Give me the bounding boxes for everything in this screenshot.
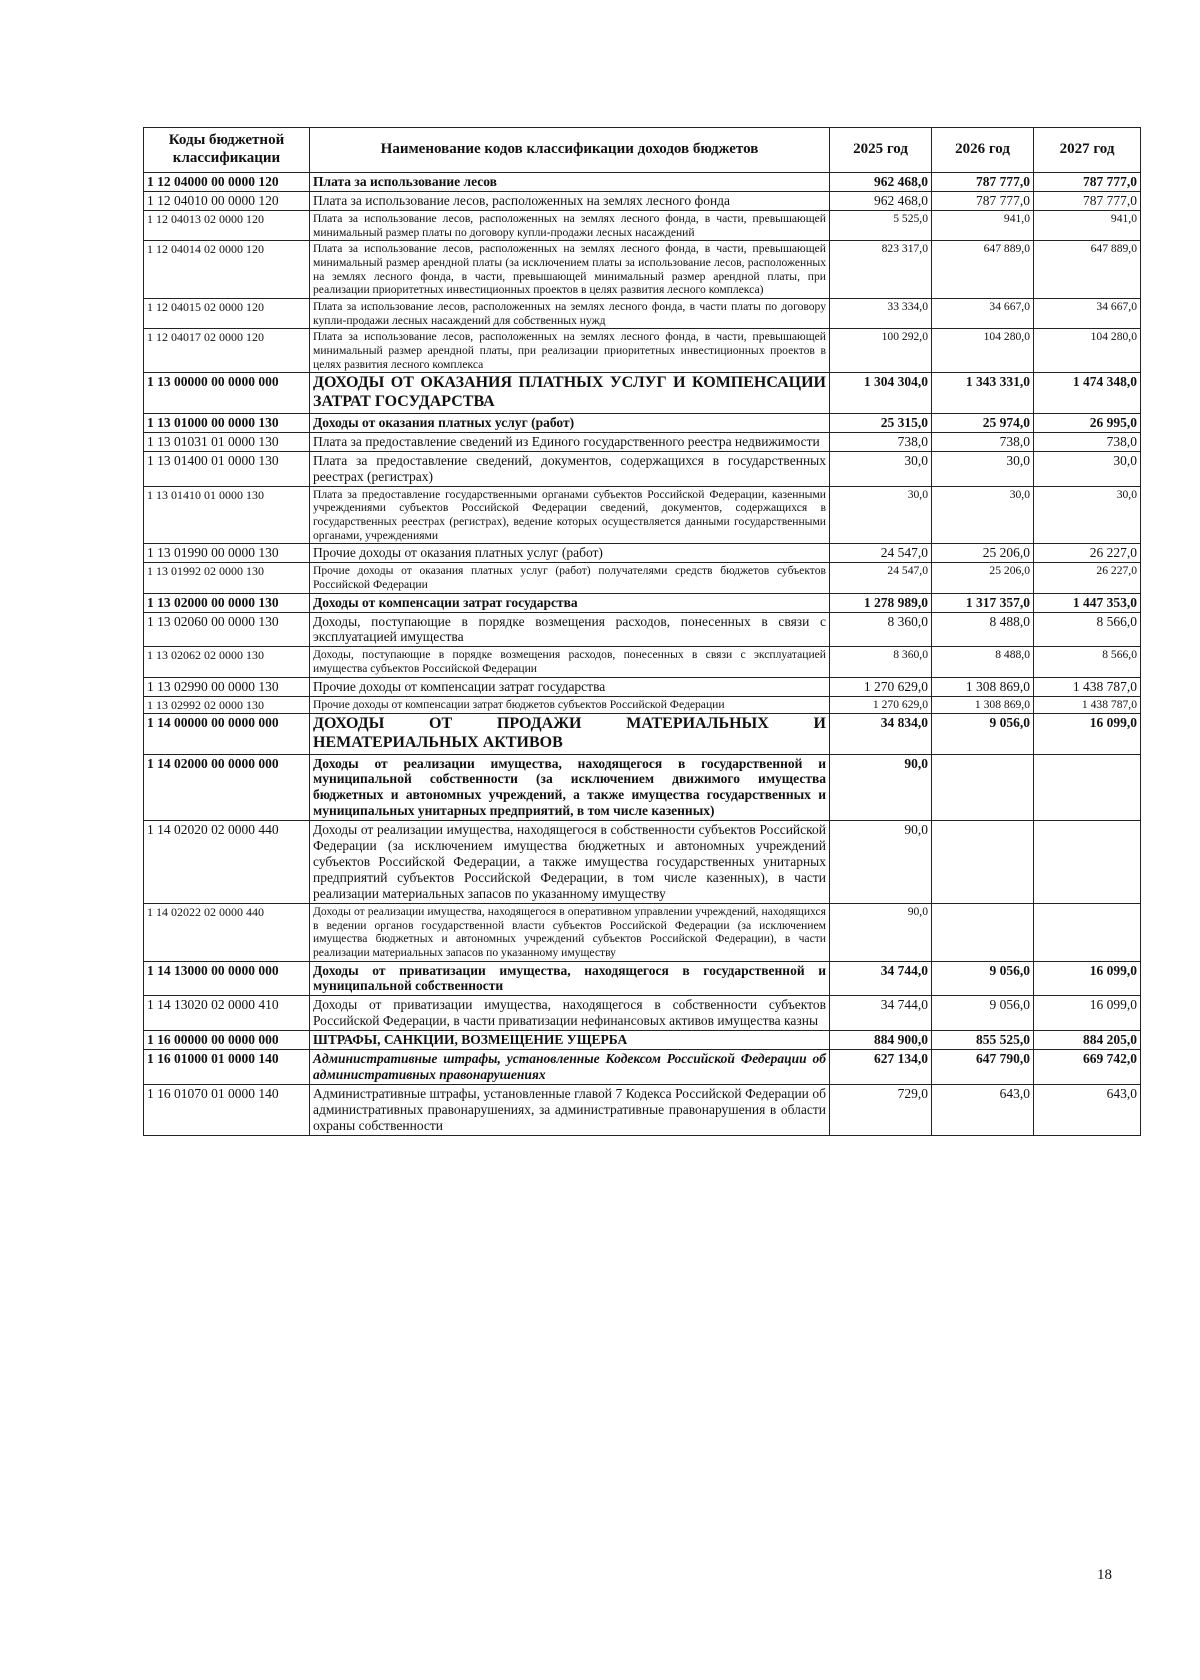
header-2026: 2026 год: [932, 128, 1034, 173]
table-row: [144, 241, 1141, 299]
value-2025: 24 547,0: [830, 563, 932, 593]
row-name: Доходы от приватизации имущества, находящегося в государственной и муниципальной собственности: [310, 961, 830, 996]
row-code: 1 12 04000 00 0000 120: [144, 173, 310, 192]
row-name: Административные штрафы, установленные Кодексом Российской Федерации об административных правонарушениях: [310, 1050, 830, 1085]
value-2027: 787 777,0: [1034, 191, 1141, 210]
page-number: 18: [1097, 1567, 1112, 1583]
value-2025: 5 525,0: [830, 210, 932, 240]
table-row: [144, 432, 1141, 451]
value-2026: 25 206,0: [932, 544, 1034, 563]
value-2026: 787 777,0: [932, 191, 1034, 210]
value-2027: 30,0: [1034, 486, 1141, 544]
row-code: 1 13 02992 02 0000 130: [144, 696, 310, 713]
value-2025: 24 547,0: [830, 544, 932, 563]
value-2025: 30,0: [830, 451, 932, 486]
value-2025: 729,0: [830, 1085, 932, 1136]
value-2026: 643,0: [932, 1085, 1034, 1136]
value-2027: 34 667,0: [1034, 298, 1141, 328]
value-2026: 647 790,0: [932, 1050, 1034, 1085]
table-row: [144, 413, 1141, 432]
value-2025: 8 360,0: [830, 647, 932, 677]
row-code: 1 13 01031 01 0000 130: [144, 432, 310, 451]
value-2027: 8 566,0: [1034, 612, 1141, 647]
header-code: Коды бюджетной классификации: [144, 128, 310, 173]
value-2025: 34 744,0: [830, 996, 932, 1031]
value-2026: 8 488,0: [932, 647, 1034, 677]
table-row: [144, 329, 1141, 373]
row-code: 1 13 02060 00 0000 130: [144, 612, 310, 647]
row-name: Плата за предоставление государственными органами субъектов Российской Федерации, казенными учреждениями субъектов Российской Федерации сведений, документов, содержащихся в государственных реестрах (регистрах), ведение которых осуществляется данными государственными органами, учреждениями: [310, 486, 830, 544]
value-2025: 627 134,0: [830, 1050, 932, 1085]
value-2026: 1 343 331,0: [932, 373, 1034, 414]
row-code: 1 13 01400 01 0000 130: [144, 451, 310, 486]
value-2025: 90,0: [830, 821, 932, 904]
row-code: 1 13 01410 01 0000 130: [144, 486, 310, 544]
value-2027: 8 566,0: [1034, 647, 1141, 677]
row-name: Прочие доходы от компенсации затрат государства: [310, 677, 830, 696]
budget-revenue-table: [143, 127, 1141, 1136]
row-name: Доходы от приватизации имущества, находящегося в собственности субъектов Российской Федерации, в части приватизации нефинансовых активов имущества казны: [310, 996, 830, 1031]
row-name: Плата за использование лесов, расположенных на землях лесного фонда: [310, 191, 830, 210]
row-code: 1 13 01000 00 0000 130: [144, 413, 310, 432]
value-2026: 855 525,0: [932, 1031, 1034, 1050]
row-name: Плата за использование лесов, расположенных на землях лесного фонда, в части, превышающей минимальный размер платы по договору купли-продажи лесных насаждений: [310, 210, 830, 240]
value-2026: 1 317 357,0: [932, 593, 1034, 612]
value-2027: 26 227,0: [1034, 544, 1141, 563]
value-2027: 16 099,0: [1034, 996, 1141, 1031]
value-2027: [1034, 903, 1141, 961]
value-2026: 25 974,0: [932, 413, 1034, 432]
row-name: ШТРАФЫ, САНКЦИИ, ВОЗМЕЩЕНИЕ УЩЕРБА: [310, 1031, 830, 1050]
row-name: Прочие доходы от компенсации затрат бюджетов субъектов Российской Федерации: [310, 696, 830, 713]
row-code: 1 13 02062 02 0000 130: [144, 647, 310, 677]
value-2025: 1 278 989,0: [830, 593, 932, 612]
row-code: 1 13 02990 00 0000 130: [144, 677, 310, 696]
value-2027: 1 447 353,0: [1034, 593, 1141, 612]
row-name: Доходы, поступающие в порядке возмещения расходов, понесенных в связи с эксплуатацией имущества субъектов Российской Федерации: [310, 647, 830, 677]
row-name: ДОХОДЫ ОТ ПРОДАЖИ МАТЕРИАЛЬНЫХ И НЕМАТЕРИАЛЬНЫХ АКТИВОВ: [310, 713, 830, 754]
value-2027: 1 474 348,0: [1034, 373, 1141, 414]
row-code: 1 14 13020 02 0000 410: [144, 996, 310, 1031]
row-name: ДОХОДЫ ОТ ОКАЗАНИЯ ПЛАТНЫХ УСЛУГ И КОМПЕНСАЦИИ ЗАТРАТ ГОСУДАРСТВА: [310, 373, 830, 414]
row-name: Административные штрафы, установленные главой 7 Кодекса Российской Федерации об административных правонарушениях, за административные правонарушения в области охраны собственности: [310, 1085, 830, 1136]
value-2027: 669 742,0: [1034, 1050, 1141, 1085]
row-name: Доходы от оказания платных услуг (работ): [310, 413, 830, 432]
value-2025: 8 360,0: [830, 612, 932, 647]
row-name: Плата за использование лесов: [310, 173, 830, 192]
value-2027: 26 227,0: [1034, 563, 1141, 593]
value-2026: [932, 903, 1034, 961]
table-row: [144, 996, 1141, 1031]
table-row: [144, 612, 1141, 647]
table-row: [144, 754, 1141, 821]
value-2027: 647 889,0: [1034, 241, 1141, 299]
value-2025: 90,0: [830, 903, 932, 961]
value-2025: 1 270 629,0: [830, 696, 932, 713]
value-2025: 823 317,0: [830, 241, 932, 299]
value-2026: 8 488,0: [932, 612, 1034, 647]
table-row: [144, 1031, 1141, 1050]
row-name: Доходы от реализации имущества, находящегося в государственной и муниципальной собственности (за исключением движимого имущества бюджетных и автономных учреждений, а также имущества государственных и муниципальных унитарных предприятий, в том числе казенных): [310, 754, 830, 821]
value-2026: 1 308 869,0: [932, 696, 1034, 713]
table-row: [144, 821, 1141, 904]
table-header-row: [144, 128, 1141, 173]
value-2027: [1034, 821, 1141, 904]
row-name: Доходы от реализации имущества, находящегося в оперативном управлении учреждений, находящихся в ведении органов государственной власти субъектов Российской Федерации (за исключением имущества бюджетных и автономных учреждений субъектов Российской Федерации), в части реализации материальных запасов по указанному имуществу: [310, 903, 830, 961]
value-2027: 104 280,0: [1034, 329, 1141, 373]
value-2025: 1 304 304,0: [830, 373, 932, 414]
table-row: [144, 903, 1141, 961]
table-row: [144, 373, 1141, 414]
value-2027: 30,0: [1034, 451, 1141, 486]
value-2026: 9 056,0: [932, 996, 1034, 1031]
value-2027: 941,0: [1034, 210, 1141, 240]
value-2026: 647 889,0: [932, 241, 1034, 299]
value-2026: 25 206,0: [932, 563, 1034, 593]
row-code: 1 14 13000 00 0000 000: [144, 961, 310, 996]
value-2026: [932, 821, 1034, 904]
value-2026: 787 777,0: [932, 173, 1034, 192]
value-2027: 643,0: [1034, 1085, 1141, 1136]
header-2025: 2025 год: [830, 128, 932, 173]
value-2026: 941,0: [932, 210, 1034, 240]
header-name: Наименование кодов классификации доходов бюджетов: [310, 128, 830, 173]
row-name: Плата за использование лесов, расположенных на землях лесного фонда, в части, превышающей минимальный размер арендной платы, при реализации приоритетных инвестиционных проектов в целях развития лесного комплекса: [310, 329, 830, 373]
row-code: 1 16 01000 01 0000 140: [144, 1050, 310, 1085]
table-row: [144, 298, 1141, 328]
value-2026: 9 056,0: [932, 713, 1034, 754]
table-row: [144, 544, 1141, 563]
value-2025: 90,0: [830, 754, 932, 821]
value-2027: 787 777,0: [1034, 173, 1141, 192]
row-code: 1 13 01992 02 0000 130: [144, 563, 310, 593]
row-code: 1 14 02000 00 0000 000: [144, 754, 310, 821]
value-2027: 16 099,0: [1034, 961, 1141, 996]
table-row: [144, 451, 1141, 486]
value-2026: 30,0: [932, 486, 1034, 544]
row-code: 1 16 01070 01 0000 140: [144, 1085, 310, 1136]
row-name: Прочие доходы от оказания платных услуг (работ) получателями средств бюджетов субъектов Российской Федерации: [310, 563, 830, 593]
row-code: 1 12 04017 02 0000 120: [144, 329, 310, 373]
table-row: [144, 1085, 1141, 1136]
value-2026: 30,0: [932, 451, 1034, 486]
table-row: [144, 713, 1141, 754]
row-name: Плата за предоставление сведений из Единого государственного реестра недвижимости: [310, 432, 830, 451]
row-code: 1 13 00000 00 0000 000: [144, 373, 310, 414]
value-2027: 1 438 787,0: [1034, 696, 1141, 713]
value-2026: 738,0: [932, 432, 1034, 451]
row-code: 1 13 01990 00 0000 130: [144, 544, 310, 563]
value-2027: 26 995,0: [1034, 413, 1141, 432]
value-2027: 16 099,0: [1034, 713, 1141, 754]
row-name: Плата за использование лесов, расположенных на землях лесного фонда, в части платы по договору купли-продажи лесных насаждений для собственных нужд: [310, 298, 830, 328]
value-2026: 104 280,0: [932, 329, 1034, 373]
table-row: [144, 486, 1141, 544]
table-row: [144, 563, 1141, 593]
table-row: [144, 696, 1141, 713]
value-2026: [932, 754, 1034, 821]
value-2025: 100 292,0: [830, 329, 932, 373]
value-2026: 9 056,0: [932, 961, 1034, 996]
row-code: 1 16 00000 00 0000 000: [144, 1031, 310, 1050]
value-2025: 25 315,0: [830, 413, 932, 432]
value-2027: 1 438 787,0: [1034, 677, 1141, 696]
row-code: 1 12 04010 00 0000 120: [144, 191, 310, 210]
row-code: 1 12 04014 02 0000 120: [144, 241, 310, 299]
value-2025: 33 334,0: [830, 298, 932, 328]
row-code: 1 13 02000 00 0000 130: [144, 593, 310, 612]
row-code: 1 12 04015 02 0000 120: [144, 298, 310, 328]
row-name: Доходы от реализации имущества, находящегося в собственности субъектов Российской Федерации (за исключением имущества бюджетных и автономных учреждений субъектов Российской Федерации, а также имущества государственных унитарных предприятий субъектов Российской Федерации, в том числе казенных), в части реализации материальных запасов по указанному имуществу: [310, 821, 830, 904]
row-code: 1 14 02022 02 0000 440: [144, 903, 310, 961]
row-code: 1 14 02020 02 0000 440: [144, 821, 310, 904]
row-name: Прочие доходы от оказания платных услуг (работ): [310, 544, 830, 563]
table-row: [144, 647, 1141, 677]
table-row: [144, 1050, 1141, 1085]
value-2027: 738,0: [1034, 432, 1141, 451]
value-2025: 34 744,0: [830, 961, 932, 996]
row-name: Доходы от компенсации затрат государства: [310, 593, 830, 612]
value-2025: 30,0: [830, 486, 932, 544]
row-name: Плата за использование лесов, расположенных на землях лесного фонда, в части, превышающей минимальный размер арендной платы (за исключением платы за использование лесов, расположенных на землях лесного фонда, в части, превышающей минимальный размер арендной платы, при реализации приоритетных инвестиционных проектов в целях развития лесного комплекса): [310, 241, 830, 299]
value-2025: 962 468,0: [830, 173, 932, 192]
value-2025: 34 834,0: [830, 713, 932, 754]
header-2027: 2027 год: [1034, 128, 1141, 173]
row-name: Плата за предоставление сведений, документов, содержащихся в государственных реестрах (регистрах): [310, 451, 830, 486]
table-row: [144, 677, 1141, 696]
value-2026: 34 667,0: [932, 298, 1034, 328]
table-row: [144, 961, 1141, 996]
table-row: [144, 191, 1141, 210]
table-row: [144, 173, 1141, 192]
value-2025: 884 900,0: [830, 1031, 932, 1050]
row-code: 1 12 04013 02 0000 120: [144, 210, 310, 240]
value-2025: 962 468,0: [830, 191, 932, 210]
value-2026: 1 308 869,0: [932, 677, 1034, 696]
table-row: [144, 210, 1141, 240]
value-2025: 1 270 629,0: [830, 677, 932, 696]
value-2025: 738,0: [830, 432, 932, 451]
value-2027: 884 205,0: [1034, 1031, 1141, 1050]
value-2027: [1034, 754, 1141, 821]
row-name: Доходы, поступающие в порядке возмещения расходов, понесенных в связи с эксплуатацией имущества: [310, 612, 830, 647]
table-row: [144, 593, 1141, 612]
row-code: 1 14 00000 00 0000 000: [144, 713, 310, 754]
